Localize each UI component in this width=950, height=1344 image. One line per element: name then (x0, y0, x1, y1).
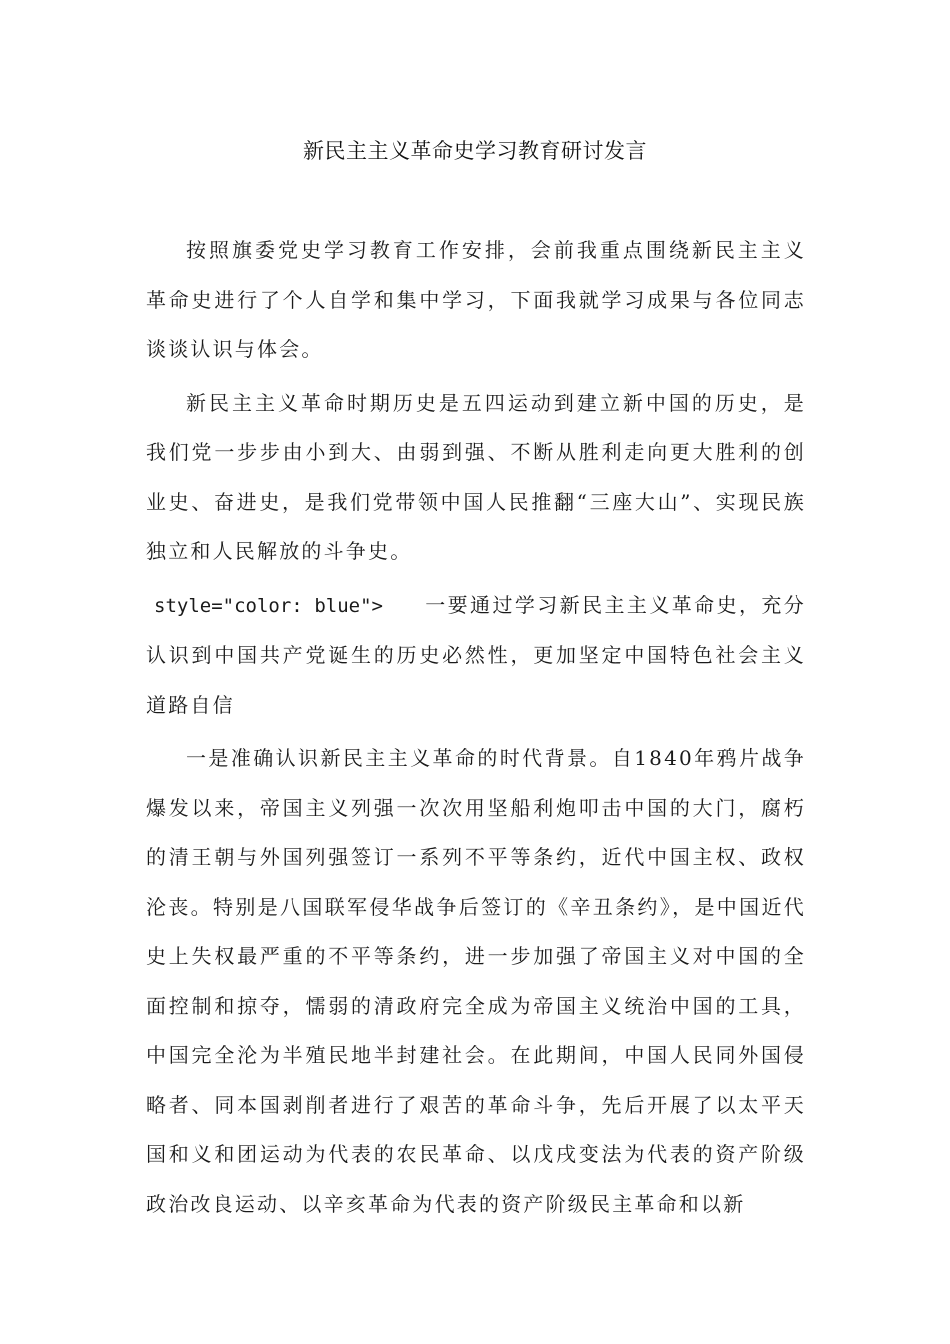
document-body (146, 226, 806, 1233)
raw-markup-text: style="color: blue"> (154, 594, 383, 617)
section-heading-paragraph (146, 581, 806, 731)
paragraph-background: 一是准确认识新民主主义革命的时代背景。自1840年鸦片战争爆发以来，帝国主义列强一次次用坚船利炮叩击中国的大门，腐朽的清王朝与外国列强签订一系列不平等条约，近代中国主权、政权沦丧。特别是八国联军侵华战争后签订的《辛丑条约》，是中国近代史上失权最严重的不平等条约，进一步加强了帝国主义对中国的全面控制和掠夺，懦弱的清政府完全成为帝国主义统治中国的工具，中国完全沦为半殖民地半封建社会。在此期间，中国人民同外国侵略者、同本国剥削者进行了艰苦的革命斗争，先后开展了以太平天国和义和团运动为代表的农民革命、以戊戌变法为代表的资产阶级政治改良运动、以辛亥革命为代表的资产阶级民主革命和以新 (146, 746, 806, 1216)
paragraph-intro: 按照旗委党史学习教育工作安排，会前我重点围绕新民主主义革命史进行了个人自学和集中学习，下面我就学习成果与各位同志谈谈认识与体会。 (146, 238, 806, 361)
document-title: 新民主主义革命史学习教育研讨发言 (303, 139, 647, 163)
section-heading: 一要通过学习新民主主义革命史，充分认识到中国共产党诞生的历史必然性，更加坚定中国特色社会主义道路自信 (146, 592, 807, 717)
paragraph-history: 新民主主义革命时期历史是五四运动到建立新中国的历史，是我们党一步步由小到大、由弱到强、不断从胜利走向更大胜利的创业史、奋进史，是我们党带领中国人民推翻“三座大山”、实现民族独立和人民解放的斗争史。 (146, 390, 806, 563)
